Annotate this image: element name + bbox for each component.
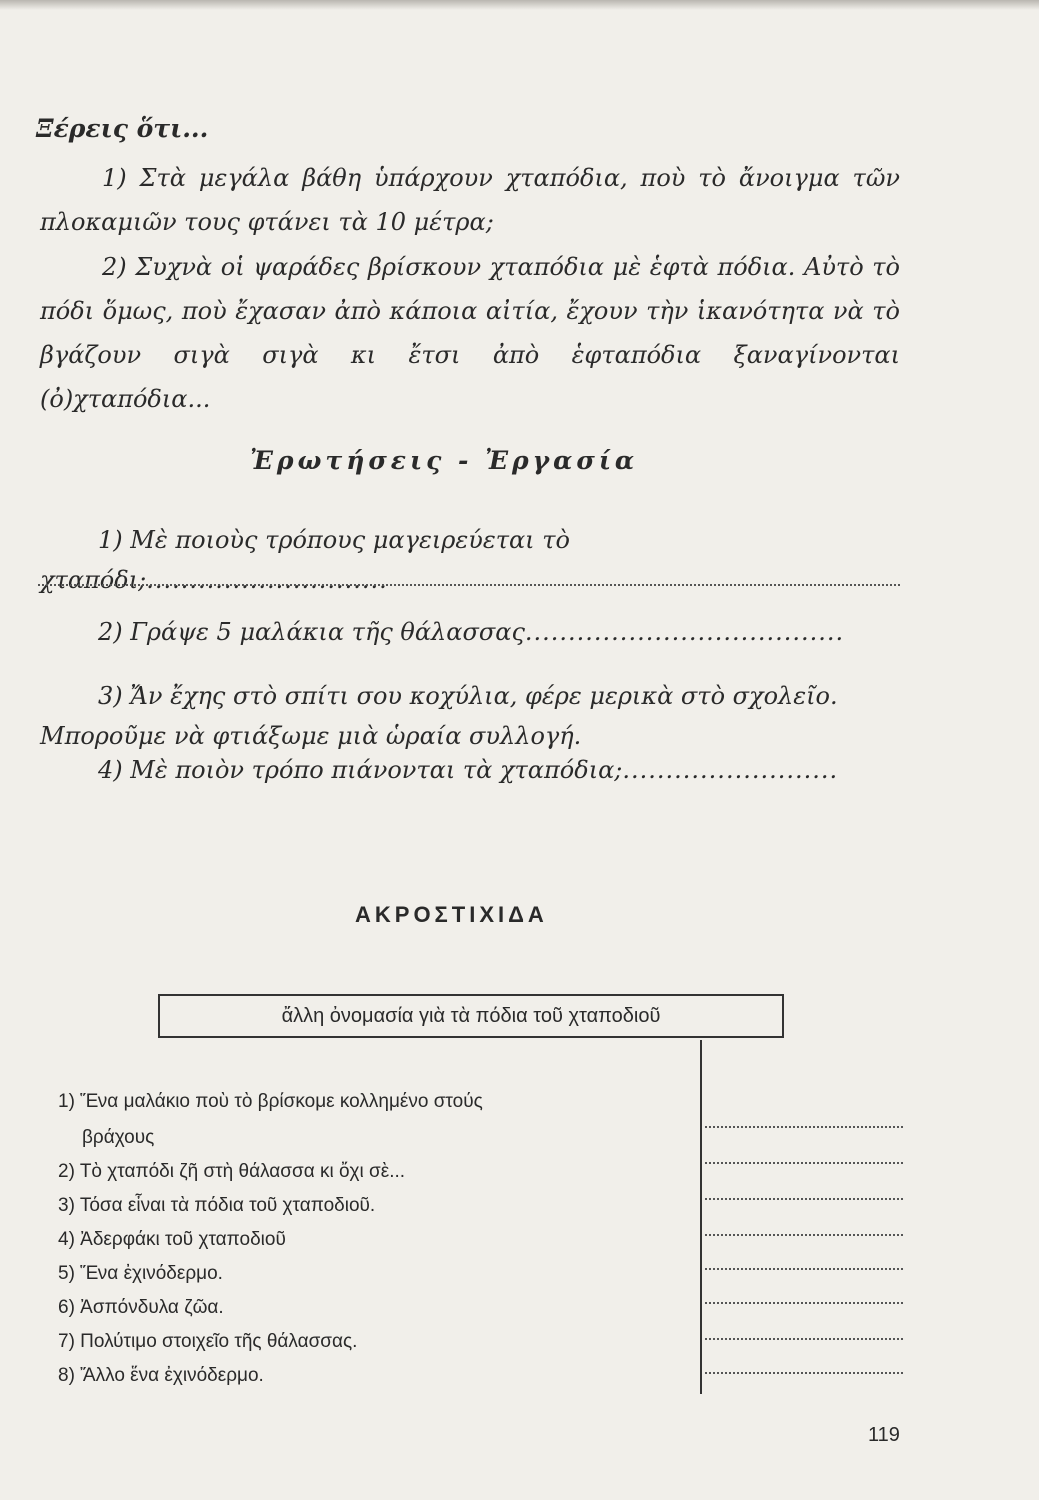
- clue-text: 1) Ἕνα μαλάκιο ποὺ τὸ βρίσκομε κολλημένο στούς: [58, 1091, 483, 1112]
- question-3-text: 3) Ἄν ἔχης στὸ σπίτι σου κοχύλια, φέρε μερικὰ στὸ σχολεῖο. Μποροῦμε νὰ φτιάξωμε μιὰ ὡραία συλλογή.: [40, 682, 838, 750]
- clue-text: 7) Πολύτιμο στοιχεῖο τῆς θάλασσας.: [58, 1331, 358, 1352]
- question-2-text: 2) Γράψε 5 μαλάκια τῆς θάλασσας: [98, 618, 525, 646]
- clue-text: 6) Ἀσπόνδυλα ζῶα.: [58, 1297, 224, 1318]
- clue-item: [58, 1222, 483, 1256]
- question-1: [40, 520, 900, 600]
- acrostic-clue-list: [58, 1084, 483, 1392]
- answer-line: [38, 584, 900, 586]
- acrostic-answer-line: [705, 1338, 903, 1340]
- clue-text: 5) Ἕνα ἐχινόδερμο.: [58, 1263, 223, 1284]
- answer-dots: ............................: [146, 566, 388, 594]
- answer-dots: .........................: [622, 756, 839, 784]
- clue-item: [58, 1324, 483, 1358]
- clue-item: [58, 1290, 483, 1324]
- question-3: [40, 676, 900, 756]
- page-number: 119: [868, 1424, 900, 1446]
- fact-2: 2) Συχνὰ οἱ ψαράδες βρίσκουν χταπόδια μὲ ἑφτὰ πόδια. Αὐτὸ τὸ πόδι ὅμως, ποὺ ἔχασαν ἀπὸ κάποια αἰτία, ἔχουν τὴν ἱκανότητα νὰ τὸ βγάζουν σιγὰ σιγὰ κι ἔτσι ἀπὸ ἑφταπόδια ξαναγίνονται (ὀ)χταπόδια...: [40, 253, 900, 413]
- questions-heading: Ἐρωτήσεις - Ἐργασία: [250, 446, 639, 475]
- clue-item: [58, 1084, 483, 1154]
- clue-continuation: βράχους: [82, 1127, 155, 1148]
- clue-item: [58, 1188, 483, 1222]
- acrostic-answer-line: [705, 1372, 903, 1374]
- acrostic-answer-line: [705, 1126, 903, 1128]
- question-2: [40, 612, 900, 652]
- page-edge: [0, 0, 1039, 10]
- clue-item: [58, 1256, 483, 1290]
- answer-dots: .....................................: [524, 618, 845, 646]
- acrostic-answer-line: [705, 1234, 903, 1236]
- clue-text: 8) Ἄλλο ἕνα ἐχινόδερμο.: [58, 1365, 264, 1386]
- clue-item: [58, 1358, 483, 1392]
- clue-text: 3) Τόσα εἶναι τὰ πόδια τοῦ χταποδιοῦ.: [58, 1195, 376, 1216]
- acrostic-answer-line: [705, 1268, 903, 1270]
- clue-text: 4) Ἀδερφάκι τοῦ χταποδιοῦ: [58, 1229, 286, 1250]
- question-1-text: 1) Μὲ ποιοὺς τρόπους μαγειρεύεται τὸ χταπόδι;: [40, 526, 570, 594]
- fact-1: 1) Στὰ μεγάλα βάθη ὑπάρχουν χταπόδια, ποὺ τὸ ἄνοιγμα τῶν πλοκαμιῶν τους φτάνει τὰ 10 μέτρα;: [40, 164, 900, 236]
- acrostic-answer-line: [705, 1162, 903, 1164]
- did-you-know-heading: Ξέρεις ὅτι...: [36, 114, 209, 143]
- acrostic-answer-box: ἄλλη ὀνομασία γιὰ τὰ πόδια τοῦ χταποδιοῦ: [158, 994, 784, 1038]
- clue-text: 2) Τὸ χταπόδι ζῆ στὴ θάλασσα κι ὄχι σὲ...: [58, 1161, 406, 1182]
- acrostic-answer-line: [705, 1198, 903, 1200]
- question-4: [40, 750, 900, 790]
- question-4-text: 4) Μὲ ποιὸν τρόπο πιάνονται τὰ χταπόδια;: [98, 756, 623, 784]
- acrostic-column-line: [700, 1040, 702, 1394]
- acrostic-title: ΑΚΡΟΣΤΙΧΙΔΑ: [355, 902, 548, 927]
- clue-item: [58, 1154, 483, 1188]
- acrostic-answer-line: [705, 1302, 903, 1304]
